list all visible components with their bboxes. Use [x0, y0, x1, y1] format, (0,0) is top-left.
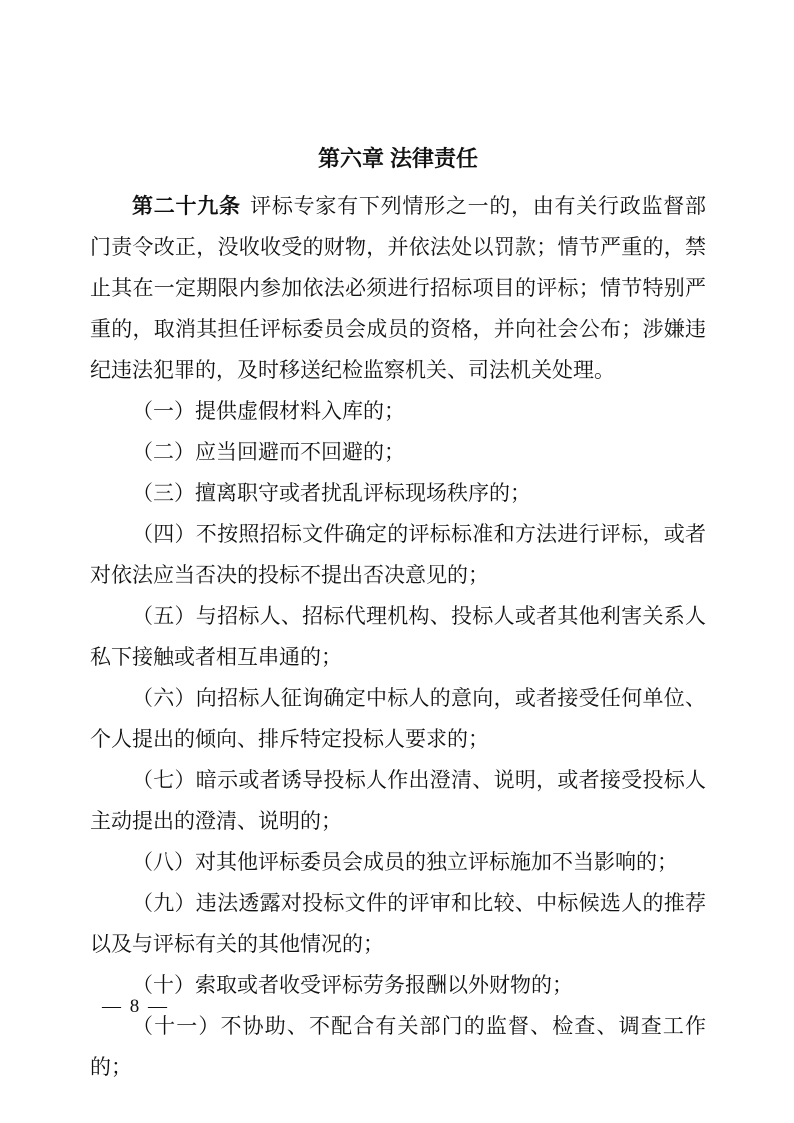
- article-item: （九）违法透露对投标文件的评审和比较、中标候选人的推荐以及与评标有关的其他情况的；: [90, 891, 706, 956]
- article-item: （四）不按照招标文件确定的评标标准和方法进行评标，或者对依法应当否决的投标不提出否决意见的；: [90, 522, 706, 587]
- article-number-label: 第二十九条: [132, 194, 241, 218]
- article-item: （三）擅离职守或者扰乱评标现场秩序的；: [132, 481, 531, 505]
- article-item: （七）暗示或者诱导投标人作出澄清、说明，或者接受投标人主动提出的澄清、说明的；: [90, 768, 706, 833]
- article-item: （十一）不协助、不配合有关部门的监督、检查、调查工作的；: [90, 1014, 706, 1079]
- document-body: [90, 186, 706, 1088]
- page-number: — 8 —: [102, 996, 169, 1017]
- article-item: （十）索取或者收受评标劳务报酬以外财物的；: [132, 973, 573, 997]
- article-item: （五）与招标人、招标代理机构、投标人或者其他利害关系人私下接触或者相互串通的；: [90, 604, 706, 669]
- article-item: （八）对其他评标委员会成员的独立评标施加不当影响的；: [132, 850, 678, 874]
- chapter-title: 第六章 法律责任: [317, 146, 479, 171]
- article-item: （二）应当回避而不回避的；: [132, 440, 405, 464]
- article-item: （一）提供虚假材料入库的；: [132, 399, 405, 423]
- article-item: （六）向招标人征询确定中标人的意向，或者接受任何单位、个人提出的倾向、排斥特定投标人要求的；: [90, 686, 706, 751]
- article-intro-text: 评标专家有下列情形之一的，由有关行政监督部门责令改正，没收收受的财物，并依法处以罚款；情节严重的，禁止其在一定期限内参加依法必须进行招标项目的评标；情节特别严重的，取消其担任评标委员会成员的资格，并向社会公布；涉嫌违纪违法犯罪的，及时移送纪检监察机关、司法机关处理。: [90, 194, 707, 382]
- article-items-list: [90, 391, 706, 1088]
- article-intro-paragraph: [90, 186, 706, 391]
